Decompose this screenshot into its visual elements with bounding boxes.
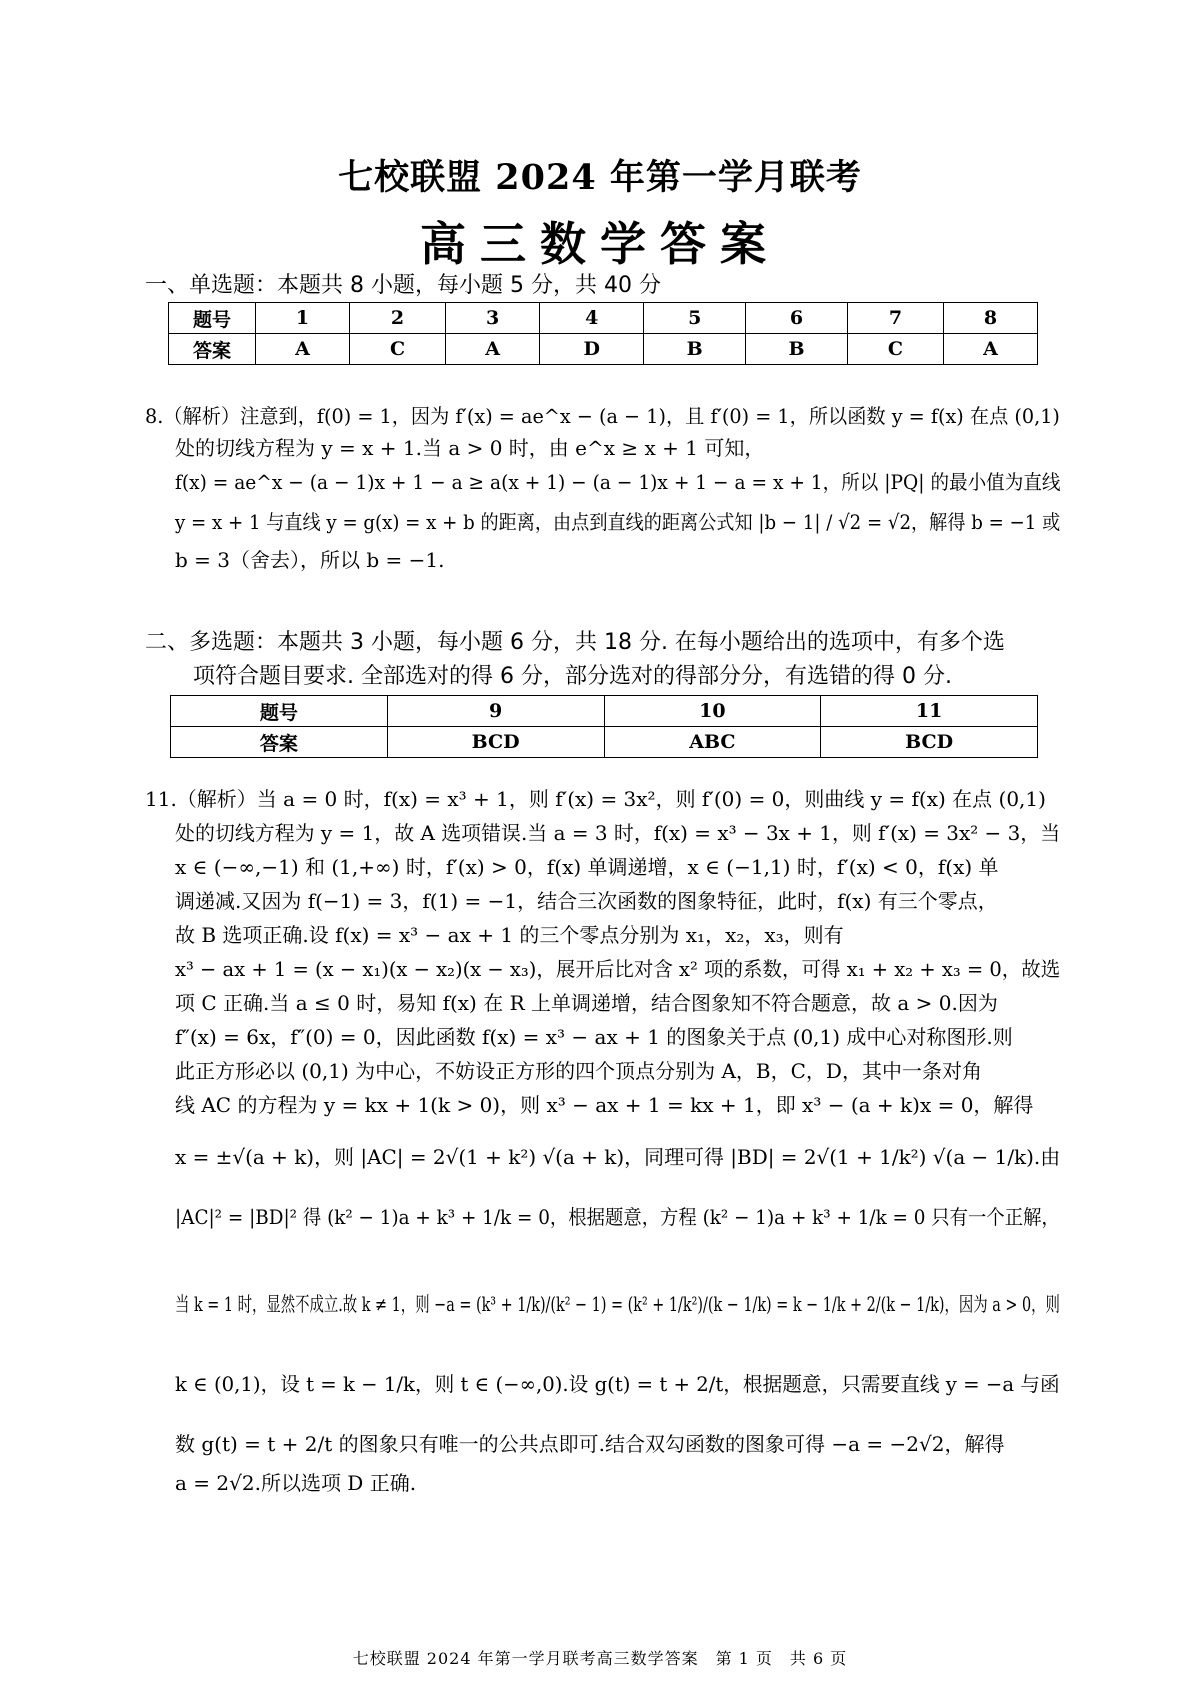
solution-line: x = ±√(a + k)，则 |AC| = 2√(1 + k²) √(a + k)，同理可得 |BD| = 2√(1 + 1/k²) √(a − 1/k).由 — [175, 1145, 1061, 1169]
answer-table-single-choice — [168, 302, 1038, 365]
solution-line: 此正方形必以 (0,1) 为中心，不妨设正方形的四个顶点分别为 A，B，C，D，其中一条对角 — [175, 1059, 982, 1083]
solution-line: 线 AC 的方程为 y = kx + 1(k > 0)，则 x³ − ax + 1 = kx + 1，即 x³ − (a + k)x = 0，解得 — [175, 1093, 1034, 1117]
table-cell: BCD — [387, 727, 604, 758]
solution-line: 项 C 正确.当 a ≤ 0 时，易知 f(x) 在 R 上单调递增，结合图象知不符合题意，故 a > 0.因为 — [175, 991, 998, 1015]
solution-line: 11.（解析）当 a = 0 时，f(x) = x³ + 1，则 f′(x) = 3x²，则 f′(0) = 0，则曲线 y = f(x) 在点 (0,1) — [145, 787, 1046, 811]
table-cell: BCD — [821, 727, 1038, 758]
table-row — [169, 303, 1038, 334]
exam-title: 七校联盟 2024 年第一学月联考 — [338, 157, 862, 198]
answer-table-multi-choice — [170, 695, 1038, 758]
table-cell: 5 — [644, 303, 746, 334]
solution-line: |AC|² = |BD|² 得 (k² − 1)a + k³ + 1/k = 0，根据题意，方程 (k² − 1)a + k³ + 1/k = 0 只有一个正解， — [175, 1205, 1060, 1229]
section-2-heading — [145, 626, 1005, 694]
table-cell: 3 — [446, 303, 540, 334]
table-row — [169, 334, 1038, 365]
table-cell: C — [847, 334, 943, 365]
table-cell: D — [540, 334, 644, 365]
solution-line: x³ − ax + 1 = (x − x₁)(x − x₂)(x − x₃)，展开后比对含 x² 项的系数，可得 x₁ + x₂ + x₃ = 0，故选 — [175, 957, 1061, 981]
section-2-heading-line: 项符合题目要求. 全部选对的得 6 分，部分选对的得部分分，有选错的得 0 分. — [193, 664, 952, 689]
solution-line: 数 g(t) = t + 2/t 的图象只有唯一的公共点即可.结合双勾函数的图象可得 −a = −2√2，解得 — [175, 1432, 1005, 1456]
table-cell: A — [944, 334, 1038, 365]
solution-line: 当 k = 1 时，显然不成立.故 k ≠ 1，则 −a = (k³ + 1/k)/(k² − 1) = (k² + 1/k²)/(k − 1/k) = k − 1/k + 2/(k − 1/k)，因为 a > 0，则 — [175, 1292, 1060, 1316]
solution-line: k ∈ (0,1)，设 t = k − 1/k，则 t ∈ (−∞,0).设 g(t) = t + 2/t，根据题意，只需要直线 y = −a 与函 — [175, 1372, 1060, 1396]
solution-line: x ∈ (−∞,−1) 和 (1,+∞) 时，f′(x) > 0，f(x) 单调递增，x ∈ (−1,1) 时，f′(x) < 0，f(x) 单 — [175, 855, 999, 879]
table-cell: 题号 — [169, 303, 256, 334]
table-cell: B — [746, 334, 848, 365]
section-2-heading-line: 二、多选题：本题共 3 小题，每小题 6 分，共 18 分. 在每小题给出的选项中，有多个选 — [145, 630, 1005, 655]
table-cell: 8 — [944, 303, 1038, 334]
table-cell: 9 — [387, 696, 604, 727]
table-row — [171, 696, 1038, 727]
table-cell: A — [256, 334, 350, 365]
solution-line: 8.（解析）注意到，f(0) = 1，因为 f′(x) = ae^x − (a − 1)，且 f′(0) = 1，所以函数 y = f(x) 在点 (0,1) — [145, 404, 1060, 428]
table-cell: A — [446, 334, 540, 365]
solution-line: y = x + 1 与直线 y = g(x) = x + b 的距离，由点到直线的距离公式知 |b − 1| / √2 = √2，解得 b = −1 或 — [175, 510, 1061, 534]
solution-line: f(x) = ae^x − (a − 1)x + 1 − a ≥ a(x + 1) − (a − 1)x + 1 − a = x + 1，所以 |PQ| 的最小值为直线 — [175, 470, 1061, 494]
table-cell: 10 — [604, 696, 821, 727]
solution-line: 处的切线方程为 y = 1，故 A 选项错误.当 a = 3 时，f(x) = x³ − 3x + 1，则 f′(x) = 3x² − 3，当 — [175, 821, 1061, 845]
table-cell: 6 — [746, 303, 848, 334]
solution-line: b = 3（舍去），所以 b = −1. — [175, 548, 445, 572]
table-row — [171, 727, 1038, 758]
page-title: 高三数学答案 — [420, 217, 780, 271]
section-1-heading: 一、单选题：本题共 8 小题，每小题 5 分，共 40 分 — [145, 273, 661, 298]
table-cell: 2 — [349, 303, 445, 334]
table-cell: 答案 — [171, 727, 388, 758]
solution-line: 调递减.又因为 f(−1) = 3，f(1) = −1，结合三次函数的图象特征，此时，f(x) 有三个零点， — [175, 889, 998, 913]
table-cell: 题号 — [171, 696, 388, 727]
table-cell: 11 — [821, 696, 1038, 727]
table-cell: 答案 — [169, 334, 256, 365]
solution-line: 故 B 选项正确.设 f(x) = x³ − ax + 1 的三个零点分别为 x₁，x₂，x₃，则有 — [175, 923, 844, 947]
table-cell: 4 — [540, 303, 644, 334]
table-cell: B — [644, 334, 746, 365]
table-cell: 1 — [256, 303, 350, 334]
table-cell: 7 — [847, 303, 943, 334]
table-cell: ABC — [604, 727, 821, 758]
solution-line: 处的切线方程为 y = x + 1.当 a > 0 时，由 e^x ≥ x + 1 可知， — [175, 436, 765, 460]
solution-line: f″(x) = 6x，f″(0) = 0，因此函数 f(x) = x³ − ax + 1 的图象关于点 (0,1) 成中心对称图形.则 — [175, 1025, 1013, 1049]
solution-line: a = 2√2.所以选项 D 正确. — [175, 1471, 417, 1495]
table-cell: C — [349, 334, 445, 365]
page-footer: 七校联盟 2024 年第一学月联考高三数学答案 第 1 页 共 6 页 — [352, 1649, 848, 1668]
